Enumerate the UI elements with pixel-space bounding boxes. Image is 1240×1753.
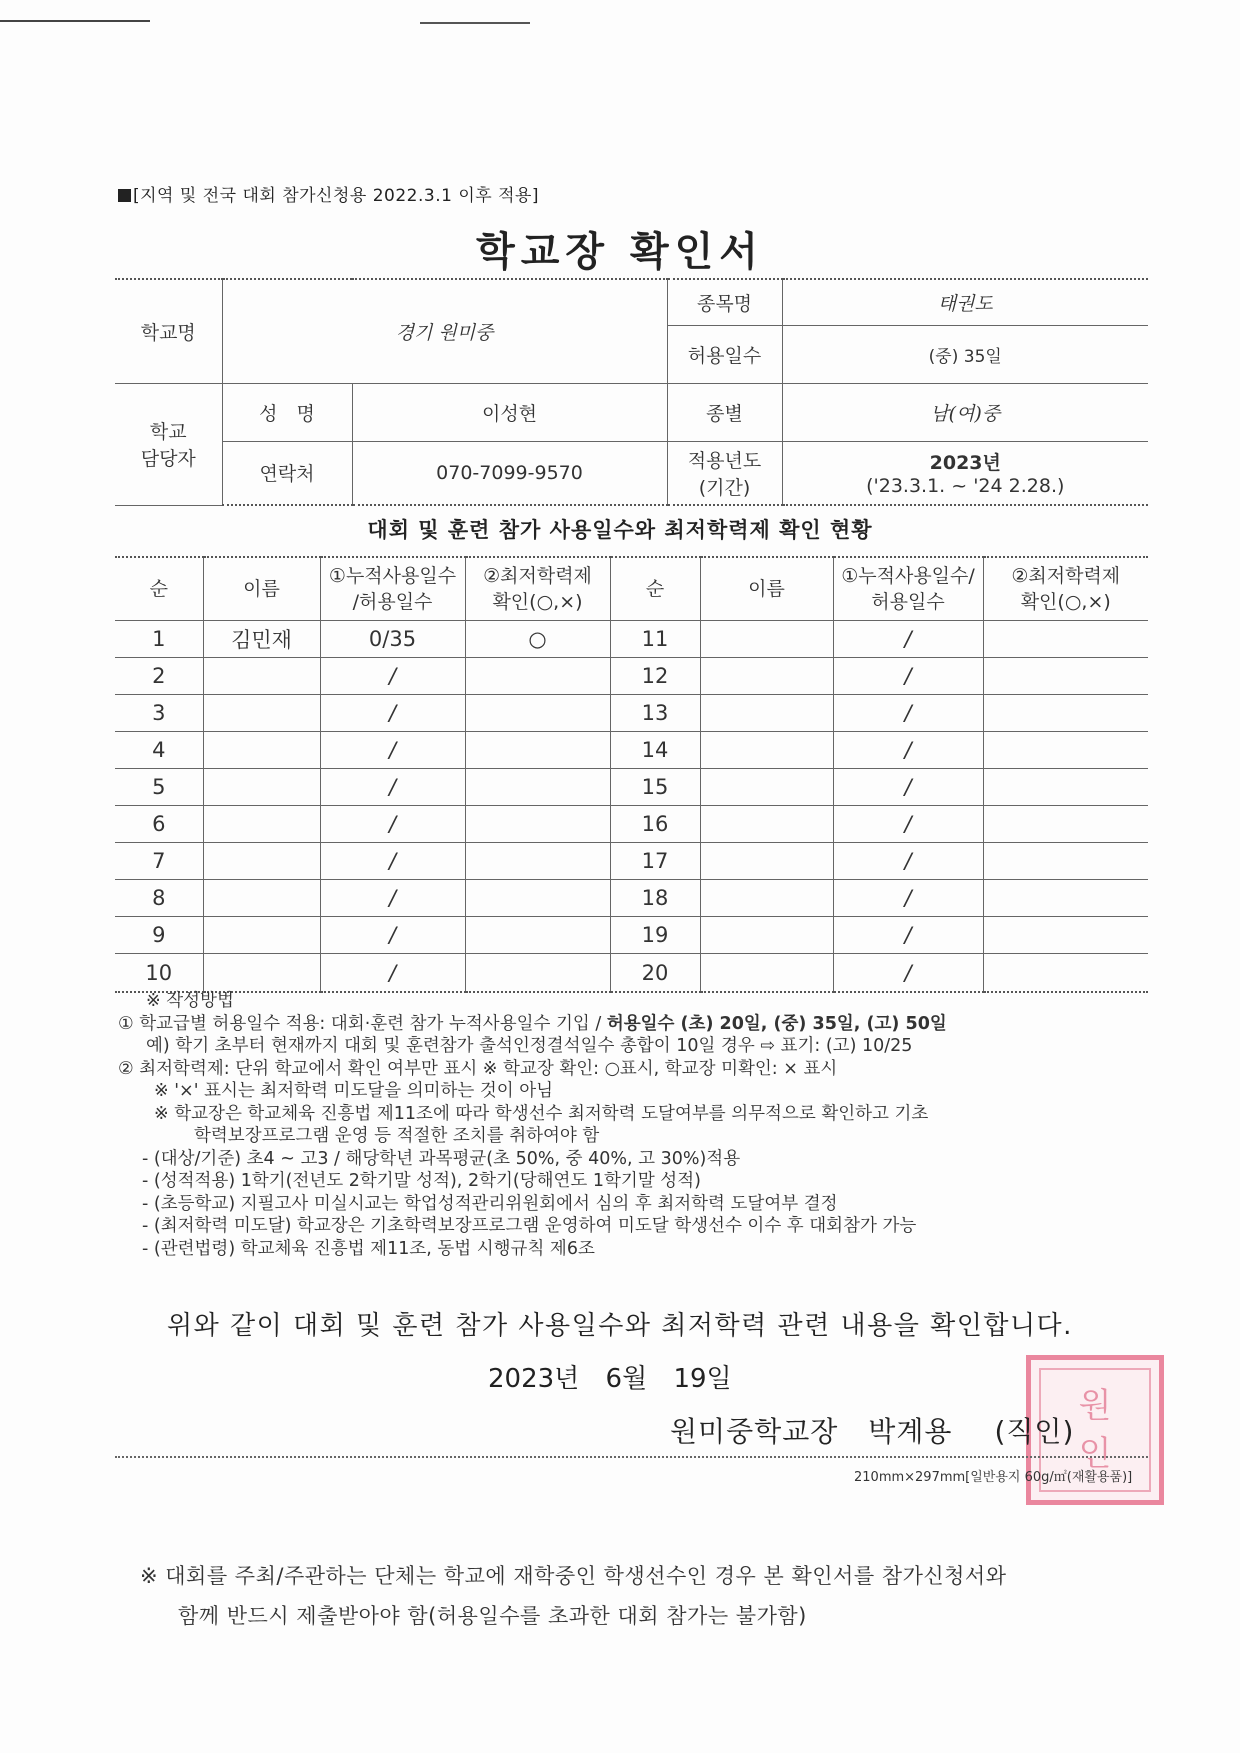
seal-label: (직인) xyxy=(994,1415,1075,1448)
footer-note xyxy=(140,1556,1007,1636)
table-header-row xyxy=(115,557,1148,621)
official-seal-stamp: 원 인 xyxy=(1026,1355,1164,1505)
student-name xyxy=(700,917,833,954)
col-days: ①누적사용일수 /허용일수 xyxy=(320,557,465,621)
days-used: / xyxy=(320,769,465,806)
criteria-item: - (최저학력 미도달) 학교장은 기초학력보장프로그램 운영하여 미도달 학생선수 이수 후 대회참가 가능 xyxy=(142,1216,917,1236)
row-number: 5 xyxy=(115,769,203,806)
school-manager-label: 학교 담당자 xyxy=(115,383,222,505)
student-name xyxy=(700,880,833,917)
table-row xyxy=(115,621,1148,658)
student-name xyxy=(700,769,833,806)
instruction-2-note-b: ※ 학교장은 학교체육 진흥법 제11조에 따라 학생선수 최저학력 도달여부를 의무적으로 확인하고 기초 xyxy=(154,1103,929,1124)
table-row xyxy=(115,954,1148,993)
row-number: 14 xyxy=(610,732,700,769)
issue-date: 2023년 6월 19일 xyxy=(488,1364,732,1394)
school-name-value: 경기 원미중 xyxy=(222,279,667,383)
col-no-right: 순 xyxy=(610,557,700,621)
grade-check xyxy=(983,769,1148,806)
scan-edge-artifact xyxy=(0,20,1240,23)
row-number: 16 xyxy=(610,806,700,843)
days-used: / xyxy=(833,695,983,732)
sport-label: 종목명 xyxy=(667,279,782,325)
student-name xyxy=(700,806,833,843)
manager-name-value: 이성현 xyxy=(352,383,667,441)
student-name xyxy=(700,658,833,695)
table-row xyxy=(115,695,1148,732)
row-number: 9 xyxy=(115,917,203,954)
grade-check xyxy=(465,769,610,806)
row-number: 17 xyxy=(610,843,700,880)
contact-value: 070-7099-9570 xyxy=(352,441,667,505)
footer-line-2: 함께 반드시 제출받아야 함(허용일수를 초과한 대회 참가는 불가함) xyxy=(178,1604,807,1628)
days-used: / xyxy=(320,880,465,917)
table-row xyxy=(115,658,1148,695)
usage-status-table xyxy=(115,556,1148,993)
grade-check xyxy=(465,658,610,695)
row-number: 2 xyxy=(115,658,203,695)
instruction-1: ① 학교급별 허용일수 적용: 대회·훈련 참가 누적사용일수 기입 / 허용일수 (초) 20일, (중) 35일, (고) 50일 xyxy=(118,1013,947,1034)
square-bullet-icon xyxy=(118,189,131,202)
row-number: 4 xyxy=(115,732,203,769)
table-row xyxy=(115,917,1148,954)
form-usage-note: [지역 및 전국 대회 참가신청용 2022.3.1 이후 적용] xyxy=(118,181,539,206)
sport-value: 태권도 xyxy=(782,279,1148,325)
row-number: 11 xyxy=(610,621,700,658)
grade-check xyxy=(983,843,1148,880)
table-row xyxy=(115,769,1148,806)
instruction-1-example: 예) 학기 초부터 현재까지 대회 및 훈련참가 출석인정결석일수 총합이 10일 경우 ⇨ 표기: (고) 10/25 xyxy=(146,1036,913,1056)
table-row xyxy=(115,732,1148,769)
row-number: 12 xyxy=(610,658,700,695)
signature-line xyxy=(670,1410,1074,1450)
grade-check xyxy=(465,732,610,769)
col-name: 이름 xyxy=(203,557,320,621)
col-no: 순 xyxy=(115,557,203,621)
gender-value: 남(여)중 xyxy=(782,383,1148,441)
col-days-right: ①누적사용일수/ 허용일수 xyxy=(833,557,983,621)
days-used: / xyxy=(320,658,465,695)
grade-check xyxy=(465,954,610,993)
row-number: 20 xyxy=(610,954,700,993)
grade-check xyxy=(465,843,610,880)
student-name xyxy=(700,843,833,880)
instruction-2-note-a: ※ '×' 표시는 최저학력 미도달을 의미하는 것이 아님 xyxy=(154,1081,554,1101)
student-name: 김민재 xyxy=(203,621,320,658)
days-used: / xyxy=(320,695,465,732)
grade-check xyxy=(983,732,1148,769)
grade-check xyxy=(983,954,1148,993)
school-info-table xyxy=(115,278,1148,506)
days-used: / xyxy=(833,806,983,843)
document-title: 학교장 확인서 xyxy=(476,229,764,275)
divider xyxy=(115,1456,1148,1458)
confirmation-statement: 위와 같이 대회 및 훈련 참가 사용일수와 최저학력 관련 내용을 확인합니다. xyxy=(167,1311,1073,1341)
criteria-item: - (초등학교) 지필고사 미실시교는 학업성적관리위원회에서 심의 후 최저학력 도달여부 결정 xyxy=(142,1193,838,1214)
student-name xyxy=(203,843,320,880)
days-used: / xyxy=(320,917,465,954)
student-name xyxy=(203,769,320,806)
student-name xyxy=(203,954,320,993)
row-number: 6 xyxy=(115,806,203,843)
grade-check xyxy=(465,917,610,954)
student-name xyxy=(203,732,320,769)
student-name xyxy=(203,695,320,732)
manager-name-label: 성 명 xyxy=(222,383,352,441)
days-used: / xyxy=(833,917,983,954)
days-used: / xyxy=(833,621,983,658)
row-number: 10 xyxy=(115,954,203,993)
instruction-2-note-b-cont: 학력보장프로그램 운영 등 적절한 조치를 취하여야 함 xyxy=(194,1126,600,1146)
days-used: / xyxy=(320,806,465,843)
student-name xyxy=(203,917,320,954)
allowed-days-value: (중) 35일 xyxy=(782,325,1148,383)
student-name xyxy=(203,880,320,917)
days-used: / xyxy=(320,954,465,993)
contact-label: 연락처 xyxy=(222,441,352,505)
grade-check xyxy=(465,806,610,843)
student-name xyxy=(700,695,833,732)
grade-check xyxy=(983,658,1148,695)
row-number: 8 xyxy=(115,880,203,917)
criteria-item: - (대상/기준) 초4 ~ 고3 / 해당학년 과목평균(초 50%, 중 40%, 고 30%)적용 xyxy=(142,1148,741,1169)
grade-check xyxy=(465,880,610,917)
table-row xyxy=(115,843,1148,880)
days-used: / xyxy=(833,769,983,806)
student-name xyxy=(700,732,833,769)
student-name xyxy=(203,658,320,695)
school-name-label: 학교명 xyxy=(115,279,222,383)
status-title: 대회 및 훈련 참가 사용일수와 최저학력제 확인 현황 xyxy=(367,518,873,542)
criteria-item: - (성적적용) 1학기(전년도 2학기말 성적), 2학기(당해연도 1학기말 성적) xyxy=(142,1171,701,1191)
grade-check xyxy=(983,880,1148,917)
year-value: 2023년 ('23.3.1. ~ '24 2.28.) xyxy=(782,441,1148,505)
grade-check xyxy=(983,621,1148,658)
grade-check: ○ xyxy=(465,621,610,658)
allowed-days-label: 허용일수 xyxy=(667,325,782,383)
row-number: 13 xyxy=(610,695,700,732)
row-number: 7 xyxy=(115,843,203,880)
table-row xyxy=(115,806,1148,843)
gender-label: 종별 xyxy=(667,383,782,441)
days-used: / xyxy=(833,954,983,993)
col-grade-check: ②최저학력제 확인(○,×) xyxy=(465,557,610,621)
col-grade-check-right: ②최저학력제 확인(○,×) xyxy=(983,557,1148,621)
instructions xyxy=(118,990,1148,1260)
year-label: 적용년도 (기간) xyxy=(667,441,782,505)
grade-check xyxy=(983,695,1148,732)
days-used: / xyxy=(833,732,983,769)
instruction-2: ② 최저학력제: 단위 학교에서 확인 여부만 표시 ※ 학교장 확인: ○표시, 학교장 미확인: × 표시 xyxy=(118,1058,838,1079)
row-number: 3 xyxy=(115,695,203,732)
days-used: / xyxy=(320,843,465,880)
grade-check xyxy=(983,917,1148,954)
student-name xyxy=(700,954,833,993)
row-number: 15 xyxy=(610,769,700,806)
row-number: 1 xyxy=(115,621,203,658)
row-number: 19 xyxy=(610,917,700,954)
instructions-heading: ※ 작성방법 xyxy=(146,991,234,1011)
grade-check xyxy=(983,806,1148,843)
table-row xyxy=(115,880,1148,917)
student-name xyxy=(700,621,833,658)
col-name-right: 이름 xyxy=(700,557,833,621)
student-name xyxy=(203,806,320,843)
footer-line-1: ※ 대회를 주최/주관하는 단체는 학교에 재학중인 학생선수인 경우 본 확인서를 참가신청서와 xyxy=(140,1564,1007,1588)
days-used: / xyxy=(833,880,983,917)
days-used: / xyxy=(833,843,983,880)
principal-title: 원미중학교장 xyxy=(670,1415,839,1448)
grade-check xyxy=(465,695,610,732)
days-used: 0/35 xyxy=(320,621,465,658)
days-used: / xyxy=(833,658,983,695)
principal-name: 박계용 xyxy=(868,1415,953,1448)
criteria-item: - (관련법령) 학교체육 진흥법 제11조, 동법 시행규칙 제6조 xyxy=(142,1238,595,1259)
paper-spec: 210mm×297mm[일반용지 60g/㎡(재활용품)] xyxy=(854,1470,1133,1485)
days-used: / xyxy=(320,732,465,769)
row-number: 18 xyxy=(610,880,700,917)
